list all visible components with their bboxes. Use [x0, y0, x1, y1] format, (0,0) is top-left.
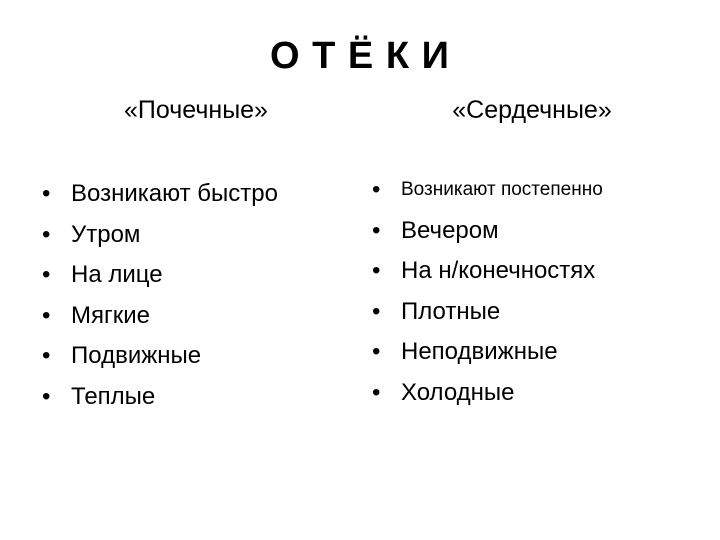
list-item-text: На н/конечностях	[401, 257, 596, 284]
right-column-heading: «Сердечные»	[452, 96, 612, 124]
list-item-text: На лице	[71, 261, 163, 288]
list-item	[40, 215, 340, 256]
list-item-text: Теплые	[71, 382, 156, 410]
list-item	[40, 377, 340, 418]
list-item-text: Вечером	[401, 216, 499, 244]
list-item	[370, 170, 700, 211]
bullet-icon: •	[42, 180, 51, 207]
list-item	[40, 296, 340, 337]
list-item-text: Неподвижные	[401, 338, 558, 365]
list-item-text: Мягкие	[71, 301, 150, 329]
list-item	[370, 373, 700, 414]
list-item	[370, 251, 700, 292]
list-item	[40, 174, 340, 215]
left-bullet-list	[40, 174, 340, 417]
list-item-text: Подвижные	[71, 342, 202, 369]
list-item-text: Холодные	[401, 378, 515, 406]
bullet-icon: •	[372, 378, 381, 406]
list-item	[40, 336, 340, 377]
bullet-icon: •	[372, 176, 381, 203]
list-item	[370, 332, 700, 373]
bullet-icon: •	[42, 261, 51, 288]
bullet-icon: •	[42, 342, 51, 369]
right-bullet-list	[370, 170, 700, 413]
bullet-icon: •	[372, 338, 381, 365]
bullet-icon: •	[42, 382, 51, 410]
bullet-icon: •	[372, 297, 381, 325]
list-item-text: Плотные	[401, 297, 501, 325]
list-item	[370, 211, 700, 252]
list-item-text: Возникают быстро	[71, 180, 278, 207]
slide-title: О Т Ё К И	[270, 35, 450, 77]
bullet-icon: •	[372, 257, 381, 284]
list-item-text: Возникают постепенно	[401, 179, 603, 200]
left-column-heading: «Почечные»	[124, 96, 268, 124]
bullet-icon: •	[42, 220, 51, 248]
list-item	[40, 255, 340, 296]
list-item-text: Утром	[71, 220, 141, 248]
bullet-icon: •	[42, 301, 51, 329]
list-item	[370, 292, 700, 333]
bullet-icon: •	[372, 216, 381, 244]
